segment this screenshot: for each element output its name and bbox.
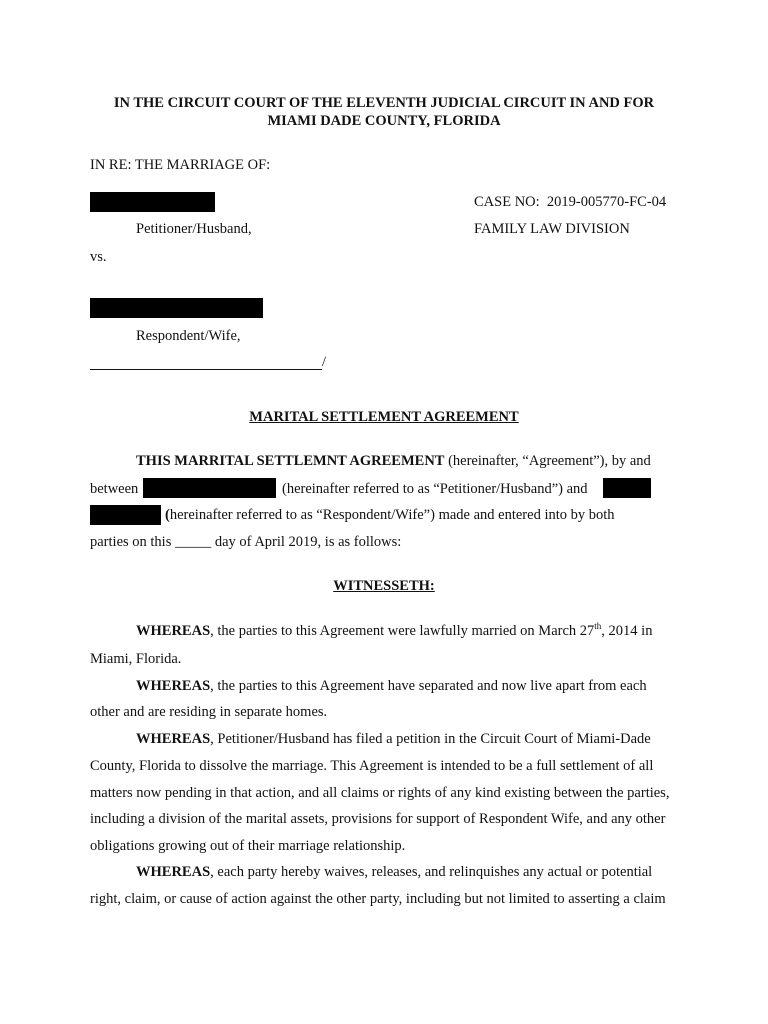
- whereas-2-line-1: [136, 677, 647, 695]
- redacted-petitioner-name: [90, 192, 215, 212]
- whereas-4-line-2: right, claim, or cause of action against the other party, including but not limited to asserting a claim: [90, 891, 666, 907]
- case-no-value: 2019-005770-FC-04: [546, 194, 667, 210]
- whereas-label: WHEREAS: [136, 678, 211, 694]
- redacted-wife-name-part-1: [603, 478, 651, 498]
- division-label: FAMILY LAW DIVISION: [474, 221, 630, 237]
- caption-signature-line: [90, 369, 322, 370]
- in-re-label: IN RE: THE MARRIAGE OF:: [90, 157, 271, 173]
- petitioner-label: Petitioner/Husband,: [136, 221, 252, 237]
- whereas-1-line-2: Miami, Florida.: [90, 651, 182, 667]
- intro-line-2b: (hereinafter referred to as “Petitioner/Husband”) and: [282, 481, 588, 497]
- whereas-3-line-2: County, Florida to dissolve the marriage. This Agreement is intended to be a full settlement of all: [90, 758, 654, 774]
- intro-line-1: [136, 452, 651, 470]
- whereas-3-line-1: [136, 730, 651, 748]
- whereas-1-text-a: , the parties to this Agreement were lawfully married on March 27: [210, 623, 595, 639]
- whereas-label: WHEREAS: [136, 864, 211, 880]
- intro-line-1-rest: (hereinafter, “Agreement”), by and: [444, 453, 651, 469]
- witnesseth-heading: WITNESSETH:: [333, 578, 435, 594]
- court-header-line-1: IN THE CIRCUIT COURT OF THE ELEVENTH JUDICIAL CIRCUIT IN AND FOR: [113, 95, 655, 111]
- redacted-husband-name: [143, 478, 276, 498]
- intro-line-4: parties on this _____ day of April 2019, is as follows:: [90, 534, 402, 550]
- case-number: [474, 193, 666, 211]
- intro-line-3-rest: hereinafter referred to as “Respondent/Wife”) made and entered into by both: [169, 507, 615, 523]
- whereas-3-line-3: matters now pending in that action, and all claims or rights of any kind existing between the parties,: [90, 785, 670, 801]
- whereas-4-text-a: , each party hereby waives, releases, and relinquishes any actual or potential: [210, 864, 653, 880]
- whereas-1-line-1: [136, 622, 652, 640]
- respondent-label: Respondent/Wife,: [136, 328, 241, 344]
- vs-label: vs.: [90, 249, 107, 265]
- case-no-label: CASE NO:: [474, 194, 540, 210]
- whereas-2-line-2: other and are residing in separate homes.: [90, 704, 328, 720]
- whereas-2-text-a: , the parties to this Agreement have separated and now live apart from each: [210, 678, 647, 694]
- intro-line-3: [165, 506, 615, 524]
- whereas-1-superscript: th: [594, 621, 602, 632]
- agreement-bold-lead: THIS MARRITAL SETTLEMNT AGREEMENT: [136, 453, 445, 469]
- court-header-line-2: MIAMI DADE COUNTY, FLORIDA: [267, 113, 501, 129]
- whereas-label: WHEREAS: [136, 731, 211, 747]
- whereas-4-line-1: [136, 863, 652, 881]
- caption-slash: /: [322, 354, 327, 370]
- whereas-3-line-4: including a division of the marital assets, provisions for support of Respondent Wife, and any other: [90, 811, 666, 827]
- whereas-label: WHEREAS: [136, 623, 211, 639]
- intro-open-paren: (: [165, 507, 170, 523]
- intro-line-2a: between: [90, 481, 139, 497]
- redacted-respondent-name: [90, 298, 263, 318]
- whereas-3-text-a: , Petitioner/Husband has filed a petition in the Circuit Court of Miami-Dade: [210, 731, 651, 747]
- redacted-wife-name-part-2: [90, 505, 161, 525]
- whereas-1-text-b: , 2014 in: [601, 623, 653, 639]
- document-title: MARITAL SETTLEMENT AGREEMENT: [249, 409, 519, 425]
- whereas-3-line-5: obligations growing out of their marriage relationship.: [90, 838, 406, 854]
